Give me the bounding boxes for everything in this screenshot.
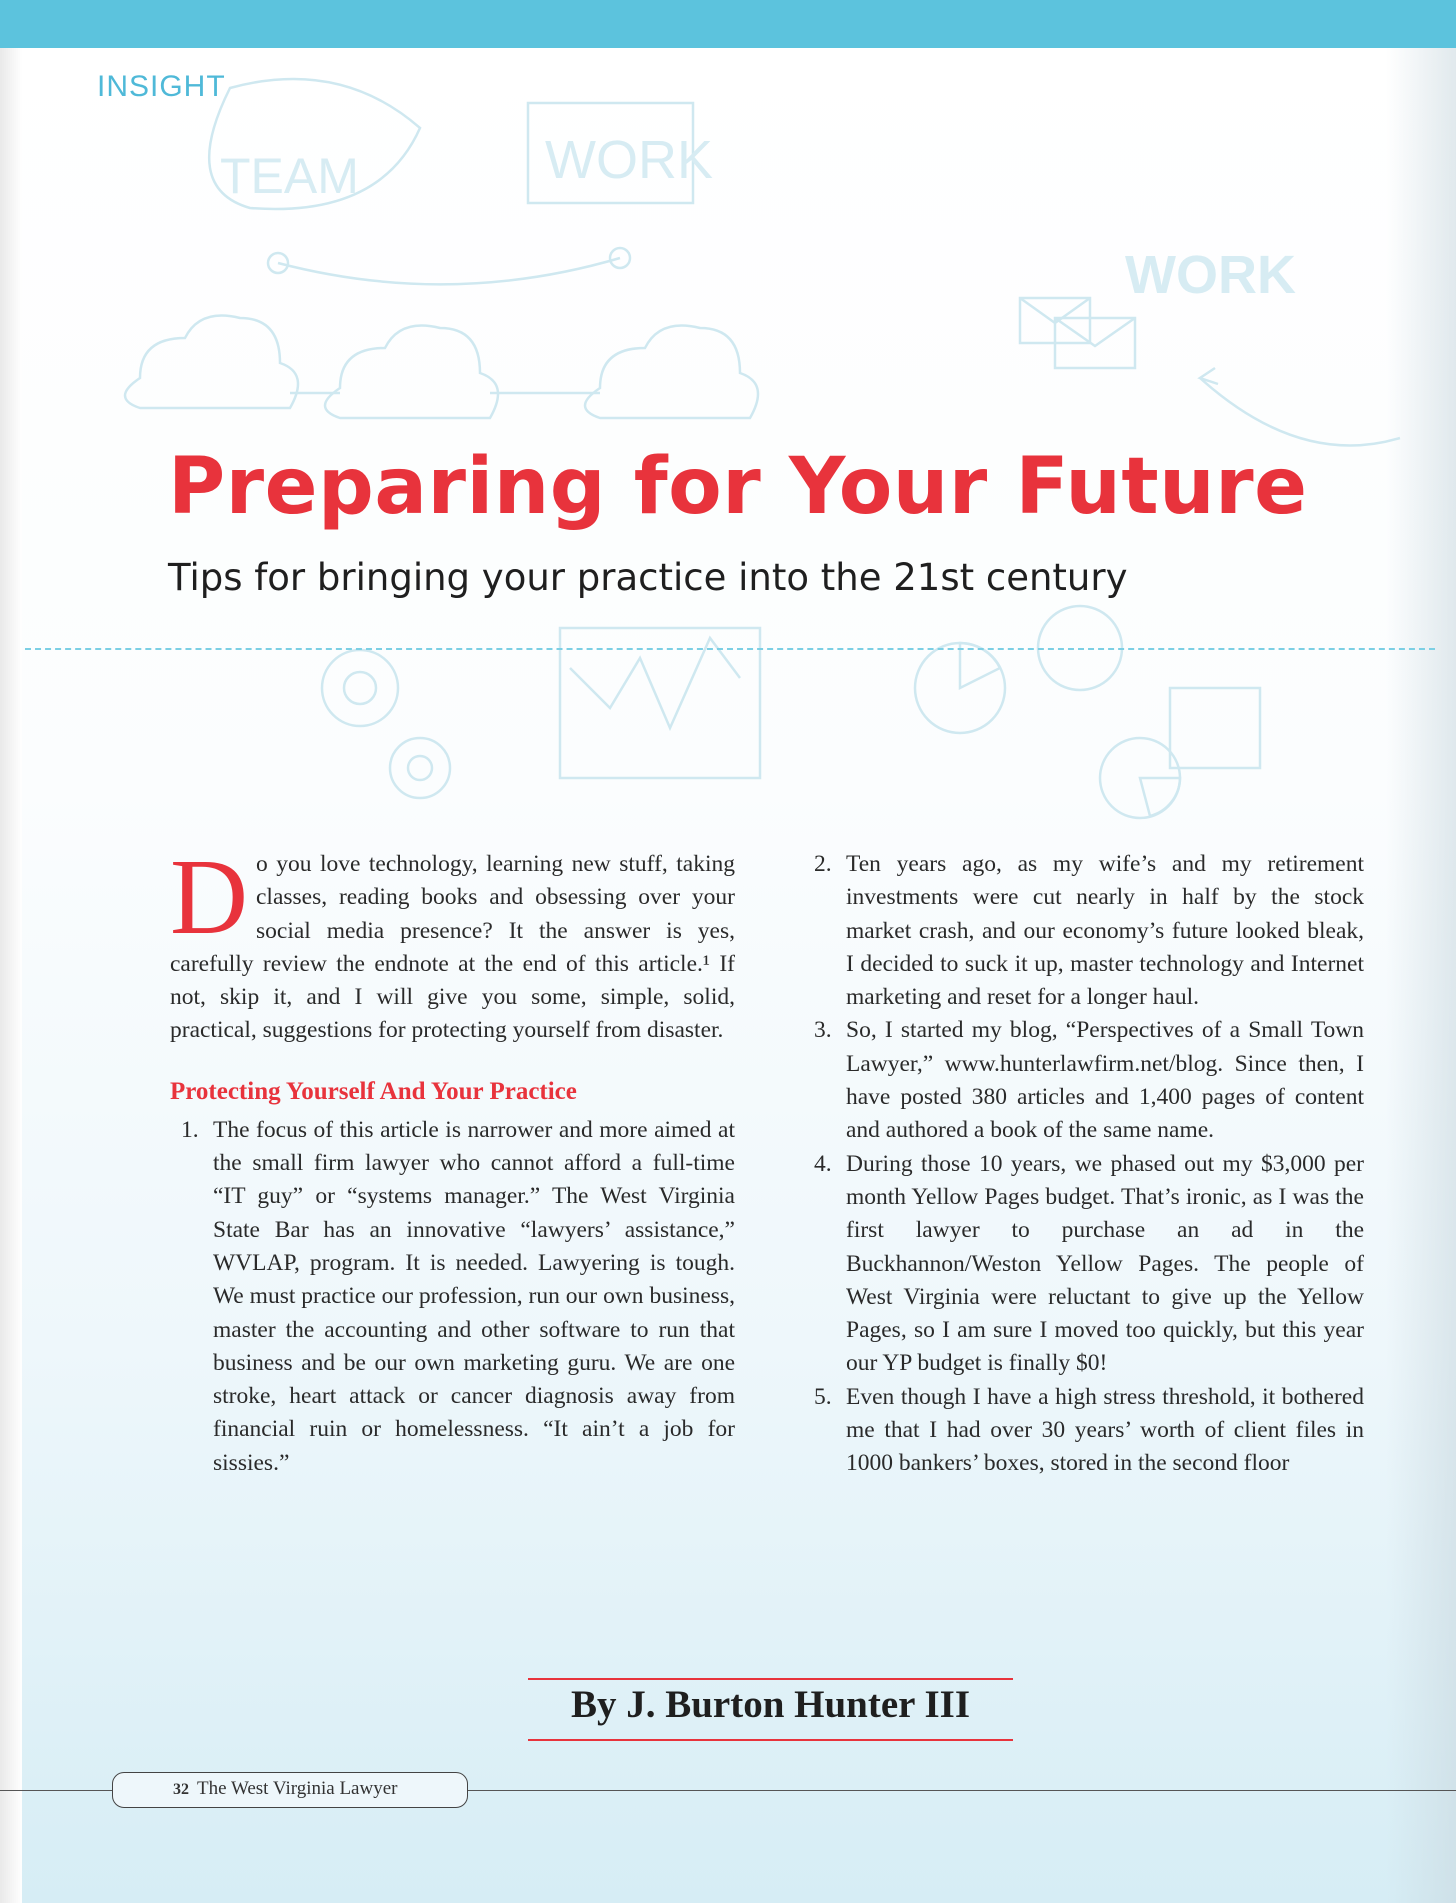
publication-name: The West Virginia Lawyer: [197, 1778, 398, 1799]
list-item: [170, 1114, 735, 1480]
list-number: 2.: [814, 851, 832, 877]
numbered-list-right: [812, 848, 1364, 1481]
list-item: [812, 1148, 1364, 1381]
list-item: [812, 1381, 1364, 1481]
doodle-cloud-row: [125, 248, 758, 418]
list-number: 5.: [814, 1383, 832, 1410]
list-text: During those 10 years, we phased out my $3,000 per month Yellow Pages budget. That’s ironic, as I was the first lawyer to purchase an ad in the Buckhannon/Weston Yellow Pages. The people of West Virginia were reluctant to give up the Yellow Pages, so I am sure I moved too quickly, but this year our YP budget is finally $0!: [846, 1150, 1364, 1377]
byline-rule-top: [528, 1678, 1013, 1680]
byline-rule-bottom: [528, 1739, 1013, 1741]
article-subtitle: Tips for bringing your practice into the 21st century: [168, 556, 1128, 599]
drop-cap: D: [170, 838, 248, 957]
page-number: 32: [173, 1781, 189, 1798]
numbered-list-left: [170, 1114, 735, 1480]
list-number: 4.: [814, 1150, 832, 1177]
author-byline: By J. Burton Hunter III: [570, 1683, 971, 1726]
article-title: Preparing for Your Future: [168, 442, 1308, 532]
list-item: [812, 848, 1364, 1014]
intro-text: o you love technology, learning new stuff, taking classes, reading books and obsessing over your social media presence? It the answer is yes, carefully review the endnote at the end of this article.¹ If not, skip it, and I will give you some, simple, solid, practical, suggestions for protecting yourself from disaster.: [170, 851, 735, 1044]
list-item: [812, 1014, 1364, 1147]
background-word-work: WORK: [545, 130, 713, 190]
background-word-work-right: WORK: [1125, 245, 1296, 305]
article-column-right: [812, 848, 1364, 1481]
article-column-left: [170, 838, 735, 1480]
doodle-team-bubble: [209, 79, 420, 209]
doodle-envelopes: [1020, 298, 1135, 368]
page-footer: [173, 1778, 397, 1800]
doodle-arrow-curve: [1200, 378, 1400, 446]
list-number: 1.: [181, 1116, 199, 1143]
list-text: So, I started my blog, “Perspectives of a Small Town Lawyer,” www.hunterlawfirm.net/blog. Since then, I have posted 380 articles and 1,400 pages of content and authored a book of the same name.: [846, 1017, 1364, 1144]
intro-paragraph: [170, 838, 735, 1048]
section-label: INSIGHT: [97, 70, 226, 103]
doodle-icons-row: [322, 606, 1260, 818]
list-number: 3.: [814, 1017, 832, 1044]
title-divider: [25, 648, 1435, 650]
list-text: Even though I have a high stress threshold, it bothered me that I had over 30 years’ worth of client files in 1000 bankers’ boxes, stored in the second floor: [846, 1383, 1364, 1477]
top-color-band: [0, 0, 1456, 48]
doodle-work-box: [528, 103, 713, 203]
section-heading: Protecting Yourself And Your Practice: [170, 1077, 577, 1105]
background-word-team: TEAM: [220, 148, 359, 204]
list-text: The focus of this article is narrower and more aimed at the small firm lawyer who cannot afford a full-time “IT guy” or “systems manager.” The West Virginia State Bar has an innovative “lawyers’ assistance,” WVLAP, program. It is needed. Lawyering is tough. We must practice our profession, run our own business, master the accounting and other software to run that business and be our own marketing guru. We are one stroke, heart attack or cancer diagnosis away from financial ruin or homelessness. “It ain’t a job for sissies.”: [213, 1116, 735, 1476]
list-text: Ten years ago, as my wife’s and my retirement investments were cut nearly in half by the stock market crash, and our economy’s future looked bleak, I decided to suck it up, master technology and Internet marketing and reset for a longer haul.: [846, 851, 1364, 1011]
